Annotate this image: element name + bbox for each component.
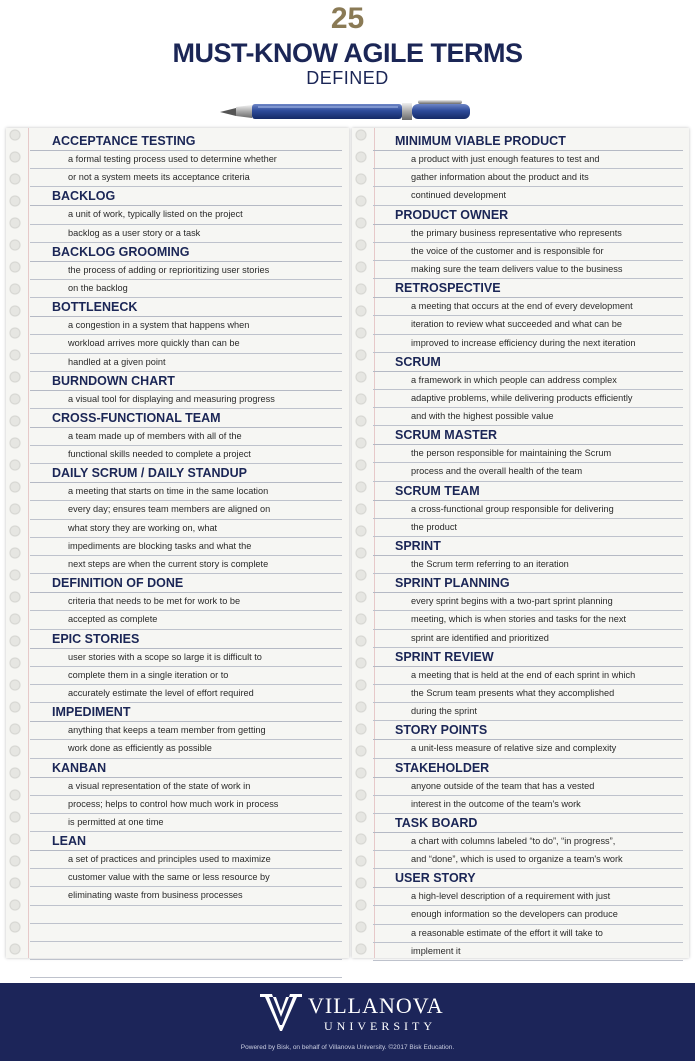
term-definition-line: accurately estimate the level of effort required	[30, 685, 342, 703]
term-definition-line: a cross-functional group responsible for delivering	[373, 501, 683, 519]
term-definition-line: adaptive problems, while delivering products efficiently	[373, 390, 683, 408]
term-definition-line: or not a system meets its acceptance criteria	[30, 169, 342, 187]
term-definition-line: the product	[373, 519, 683, 537]
term-definition-line: sprint are identified and prioritized	[373, 630, 683, 648]
term-definition-line: the Scrum team presents what they accomplished	[373, 685, 683, 703]
terms-column-left	[30, 132, 342, 978]
powered-by-text: Powered by Bisk, on behalf of Villanova University. ©2017 Bisk Education.	[240, 1044, 455, 1051]
term-heading: EPIC STORIES	[30, 630, 342, 649]
term-definition-line: a visual tool for displaying and measuring progress	[30, 391, 342, 409]
term-definition-line: the process of adding or reprioritizing user stories	[30, 262, 342, 280]
term-definition-line: a high-level description of a requirement with just	[373, 888, 683, 906]
term-definition-line: a visual representation of the state of work in	[30, 778, 342, 796]
term-heading: SPRINT PLANNING	[373, 574, 683, 593]
term-heading: BURNDOWN CHART	[30, 372, 342, 391]
term-heading: RETROSPECTIVE	[373, 279, 683, 298]
term-heading: BACKLOG GROOMING	[30, 243, 342, 262]
term-heading: KANBAN	[30, 759, 342, 778]
term-definition-line: process; helps to control how much work in process	[30, 796, 342, 814]
blank-ruled-line	[30, 906, 342, 924]
term-definition-line: the Scrum term referring to an iteration	[373, 556, 683, 574]
term-heading: BACKLOG	[30, 187, 342, 206]
term-definition-line: a framework in which people can address complex	[373, 372, 683, 390]
margin-line	[28, 128, 29, 958]
pen-illustration	[218, 96, 478, 126]
term-heading: SPRINT REVIEW	[373, 648, 683, 667]
term-definition-line: work done as efficiently as possible	[30, 740, 342, 758]
term-heading: SCRUM	[373, 353, 683, 372]
term-definition-line: the person responsible for maintaining the Scrum	[373, 445, 683, 463]
term-definition-line: a formal testing process used to determine whether	[30, 151, 342, 169]
term-definition-line: process and the overall health of the team	[373, 463, 683, 481]
header-title: MUST-KNOW AGILE TERMS	[172, 38, 523, 68]
term-heading: IMPEDIMENT	[30, 703, 342, 722]
term-definition-line: a meeting that starts on time in the same location	[30, 483, 342, 501]
blank-ruled-line	[30, 942, 342, 960]
term-definition-line: every sprint begins with a two-part sprint planning	[373, 593, 683, 611]
university-name: VILLANOVA	[308, 993, 444, 1018]
terms-column-right	[373, 132, 683, 961]
term-definition-line: continued development	[373, 187, 683, 205]
term-heading: BOTTLENECK	[30, 298, 342, 317]
term-heading: SCRUM MASTER	[373, 426, 683, 445]
term-heading: STORY POINTS	[373, 721, 683, 740]
term-definition-line: iteration to review what succeeded and what can be	[373, 316, 683, 334]
term-definition-line: user stories with a scope so large it is difficult to	[30, 649, 342, 667]
term-definition-line: accepted as complete	[30, 611, 342, 629]
term-heading: TASK BOARD	[373, 814, 683, 833]
header-number: 25	[330, 2, 365, 35]
term-definition-line: the voice of the customer and is responsible for	[373, 243, 683, 261]
term-definition-line: a congestion in a system that happens when	[30, 317, 342, 335]
term-definition-line: on the backlog	[30, 280, 342, 298]
term-definition-line: a meeting that occurs at the end of every development	[373, 298, 683, 316]
term-definition-line: a meeting that is held at the end of each sprint in which	[373, 667, 683, 685]
term-definition-line: anyone outside of the team that has a vested	[373, 778, 683, 796]
term-heading: MINIMUM VIABLE PRODUCT	[373, 132, 683, 151]
term-definition-line: is permitted at one time	[30, 814, 342, 832]
term-definition-line: eliminating waste from business processes	[30, 887, 342, 905]
term-definition-line: during the sprint	[373, 703, 683, 721]
term-heading: SCRUM TEAM	[373, 482, 683, 501]
term-heading: ACCEPTANCE TESTING	[30, 132, 342, 151]
term-definition-line: every day; ensures team members are aligned on	[30, 501, 342, 519]
blank-ruled-line	[30, 960, 342, 978]
term-heading: USER STORY	[373, 869, 683, 888]
term-definition-line: complete them in a single iteration or to	[30, 667, 342, 685]
binder-holes	[354, 128, 368, 958]
term-definition-line: a unit of work, typically listed on the project	[30, 206, 342, 224]
term-definition-line: what story they are working on, what	[30, 520, 342, 538]
term-definition-line: and “done”, which is used to organize a team's work	[373, 851, 683, 869]
term-definition-line: a set of practices and principles used to maximize	[30, 851, 342, 869]
term-definition-line: the primary business representative who represents	[373, 225, 683, 243]
term-heading: DAILY SCRUM / DAILY STANDUP	[30, 464, 342, 483]
term-definition-line: a product with just enough features to test and	[373, 151, 683, 169]
term-definition-line: implement it	[373, 943, 683, 961]
term-heading: PRODUCT OWNER	[373, 206, 683, 225]
term-definition-line: meeting, which is when stories and tasks for the next	[373, 611, 683, 629]
term-definition-line: interest in the outcome of the team's work	[373, 796, 683, 814]
term-definition-line: backlog as a user story or a task	[30, 225, 342, 243]
term-heading: STAKEHOLDER	[373, 759, 683, 778]
term-heading: DEFINITION OF DONE	[30, 574, 342, 593]
binder-holes	[8, 128, 22, 958]
header-subtitle: DEFINED	[306, 68, 389, 88]
term-definition-line: and with the highest possible value	[373, 408, 683, 426]
term-definition-line: anything that keeps a team member from getting	[30, 722, 342, 740]
term-heading: CROSS-FUNCTIONAL TEAM	[30, 409, 342, 428]
blank-ruled-line	[30, 924, 342, 942]
term-definition-line: a reasonable estimate of the effort it will take to	[373, 925, 683, 943]
term-heading: SPRINT	[373, 537, 683, 556]
villanova-logo-icon	[258, 991, 304, 1033]
term-definition-line: workload arrives more quickly than can be	[30, 335, 342, 353]
term-definition-line: improved to increase efficiency during the next iteration	[373, 335, 683, 353]
term-definition-line: a unit-less measure of relative size and complexity	[373, 740, 683, 758]
term-definition-line: making sure the team delivers value to the business	[373, 261, 683, 279]
term-definition-line: functional skills needed to complete a project	[30, 446, 342, 464]
term-definition-line: gather information about the product and its	[373, 169, 683, 187]
header	[0, 0, 695, 120]
term-heading: LEAN	[30, 832, 342, 851]
term-definition-line: next steps are when the current story is complete	[30, 556, 342, 574]
term-definition-line: customer value with the same or less resource by	[30, 869, 342, 887]
footer	[0, 983, 695, 1061]
term-definition-line: a chart with columns labeled “to do”, “in progress”,	[373, 833, 683, 851]
university-sub: UNIVERSITY	[324, 1019, 436, 1033]
term-definition-line: a team made up of members with all of the	[30, 428, 342, 446]
term-definition-line: criteria that needs to be met for work to be	[30, 593, 342, 611]
term-definition-line: enough information so the developers can produce	[373, 906, 683, 924]
term-definition-line: handled at a given point	[30, 354, 342, 372]
term-definition-line: impediments are blocking tasks and what the	[30, 538, 342, 556]
